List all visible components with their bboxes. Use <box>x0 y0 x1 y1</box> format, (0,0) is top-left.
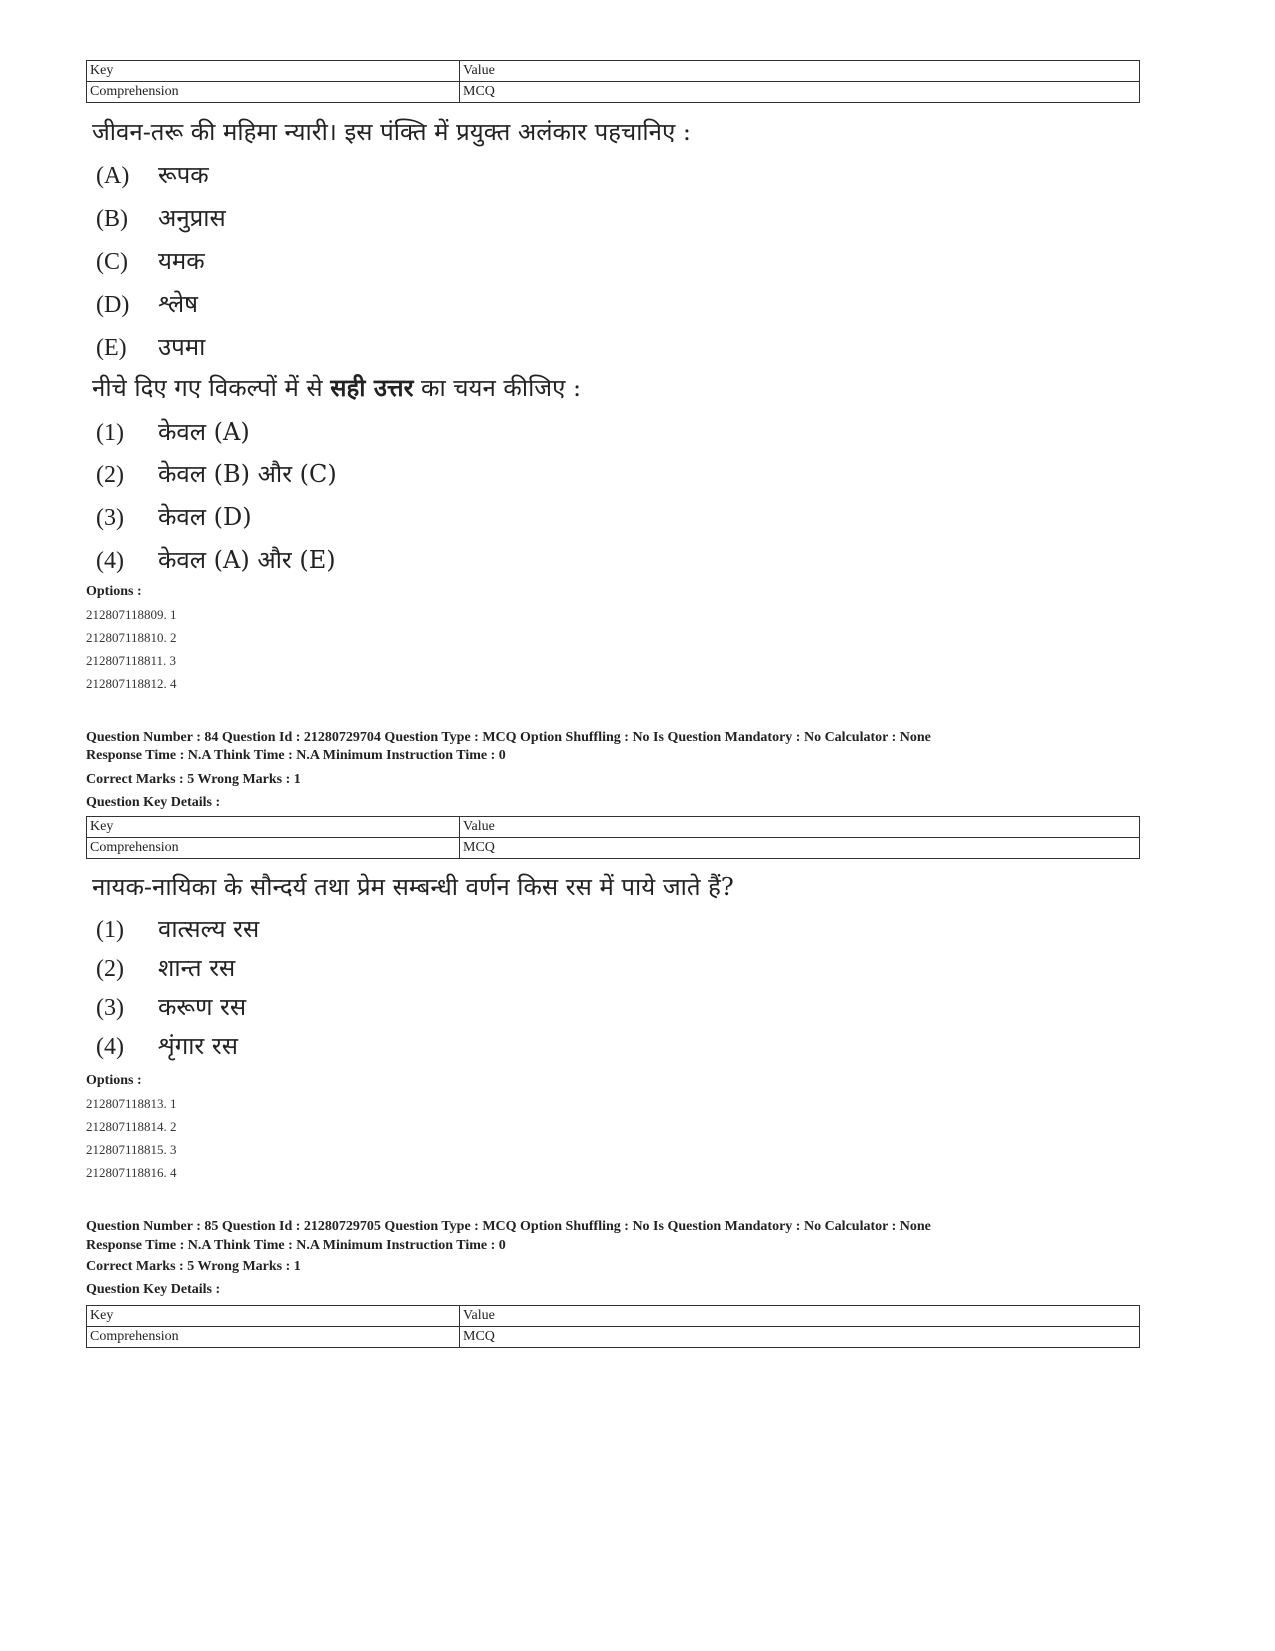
option-text: करूण रस <box>158 993 247 1021</box>
answer-option <box>96 914 259 945</box>
option-id: 212807118815. 3 <box>86 1142 177 1157</box>
answer-option <box>96 1031 238 1062</box>
value-cell: MCQ <box>460 838 1140 859</box>
value-header: Value <box>460 61 1140 82</box>
option-text: केवल (D) <box>158 503 252 531</box>
question-key-table <box>86 60 1140 103</box>
question-key-table <box>86 816 1140 859</box>
statement-label: (B) <box>96 206 128 232</box>
option-label: (2) <box>96 462 124 488</box>
value-header: Value <box>460 1306 1140 1327</box>
value-cell: MCQ <box>460 82 1140 103</box>
statement-label: (A) <box>96 163 130 189</box>
question-marks: Correct Marks : 5 Wrong Marks : 1 <box>86 772 301 787</box>
question-stem: जीवन-तरू की महिमा न्यारी। इस पंक्ति में प्रयुक्त अलंकार पहचानिए : <box>92 118 691 146</box>
option-label: (4) <box>96 1034 124 1060</box>
statement-text: उपमा <box>158 333 206 361</box>
option-text: वात्सल्य रस <box>158 915 260 943</box>
option-text: शृंगार रस <box>158 1032 238 1060</box>
option-id: 212807118810. 2 <box>86 630 177 645</box>
statement-label: (D) <box>96 292 130 318</box>
answer-option <box>96 992 246 1023</box>
choose-instruction <box>92 373 581 403</box>
table-row <box>87 838 1140 859</box>
question-marks: Correct Marks : 5 Wrong Marks : 1 <box>86 1259 301 1274</box>
statement-item <box>96 246 205 277</box>
option-label: (1) <box>96 420 124 446</box>
statement-label: (C) <box>96 249 128 275</box>
table-header-row <box>87 61 1140 82</box>
answer-option <box>96 953 235 984</box>
choose-prefix: नीचे दिए गए विकल्पों में से <box>92 374 323 402</box>
option-label: (2) <box>96 956 124 982</box>
question-meta-line: Response Time : N.A Think Time : N.A Minimum Instruction Time : 0 <box>86 748 506 763</box>
value-cell: MCQ <box>460 1327 1140 1348</box>
statement-label: (E) <box>96 335 127 361</box>
table-header-row <box>87 1306 1140 1327</box>
option-id-list <box>86 1092 177 1184</box>
statement-text: यमक <box>158 247 205 275</box>
choose-suffix: का चयन कीजिए : <box>421 374 582 402</box>
statement-text: रूपक <box>158 161 209 189</box>
option-id: 212807118809. 1 <box>86 607 177 622</box>
statement-text: श्लेष <box>158 290 199 318</box>
statement-text: अनुप्रास <box>158 204 226 232</box>
question-meta-line: Response Time : N.A Think Time : N.A Minimum Instruction Time : 0 <box>86 1238 506 1253</box>
option-id: 212807118811. 3 <box>86 653 177 668</box>
option-id: 212807118816. 4 <box>86 1165 177 1180</box>
choose-bold: सही उत्तर <box>330 373 414 402</box>
option-id: 212807118814. 2 <box>86 1119 177 1134</box>
option-text: केवल (A) और (E) <box>158 546 336 574</box>
key-header: Key <box>87 817 460 838</box>
options-title: Options : <box>86 584 142 599</box>
table-row <box>87 1327 1140 1348</box>
key-header: Key <box>87 61 460 82</box>
statement-item <box>96 160 209 191</box>
table-header-row <box>87 817 1140 838</box>
option-id: 212807118812. 4 <box>86 676 177 691</box>
answer-option <box>96 545 336 576</box>
answer-option <box>96 502 252 533</box>
option-label: (3) <box>96 505 124 531</box>
option-label: (4) <box>96 548 124 574</box>
option-text: केवल (A) <box>158 418 250 446</box>
statement-item <box>96 203 226 234</box>
key-cell: Comprehension <box>87 82 460 103</box>
statement-item <box>96 332 205 363</box>
option-id-list <box>86 603 177 695</box>
answer-option <box>96 417 250 448</box>
question-key-details-label: Question Key Details : <box>86 1282 221 1297</box>
option-label: (1) <box>96 917 124 943</box>
question-meta-line: Question Number : 84 Question Id : 21280729704 Question Type : MCQ Option Shuffling : No Is Question Mandatory : No Calculator : None <box>86 730 931 745</box>
options-title: Options : <box>86 1073 142 1088</box>
key-cell: Comprehension <box>87 838 460 859</box>
table-row <box>87 82 1140 103</box>
key-header: Key <box>87 1306 460 1327</box>
question-key-details-label: Question Key Details : <box>86 795 221 810</box>
option-text: शान्त रस <box>158 954 236 982</box>
option-id: 212807118813. 1 <box>86 1096 177 1111</box>
question-meta-line: Question Number : 85 Question Id : 21280729705 Question Type : MCQ Option Shuffling : No Is Question Mandatory : No Calculator : None <box>86 1219 931 1234</box>
key-cell: Comprehension <box>87 1327 460 1348</box>
question-stem: नायक-नायिका के सौन्दर्य तथा प्रेम सम्बन्धी वर्णन किस रस में पाये जाते हैं? <box>92 873 734 901</box>
question-key-table <box>86 1305 1140 1348</box>
statement-item <box>96 289 198 320</box>
value-header: Value <box>460 817 1140 838</box>
option-label: (3) <box>96 995 124 1021</box>
option-text: केवल (B) और (C) <box>158 460 337 488</box>
answer-option <box>96 459 337 490</box>
